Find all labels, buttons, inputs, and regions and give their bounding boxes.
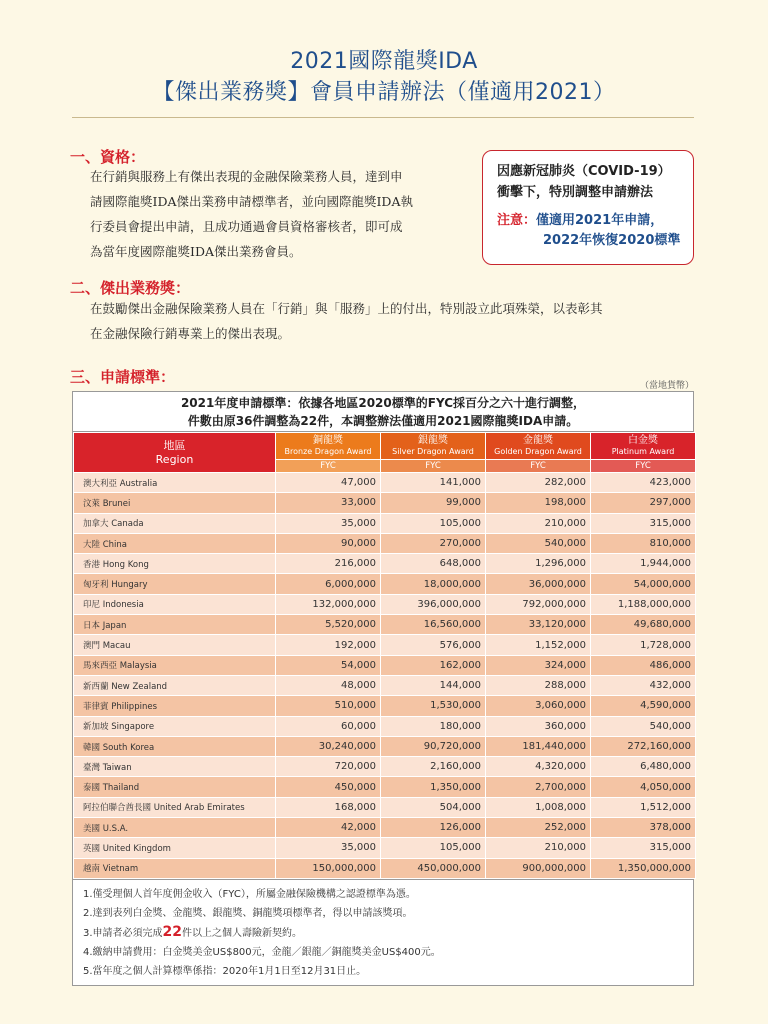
standards-table xyxy=(72,391,694,986)
gold-value-cell: 3,060,000 xyxy=(486,696,591,716)
award-table xyxy=(73,432,696,879)
platinum-value-cell: 297,000 xyxy=(591,493,696,513)
bronze-value-cell: 30,240,000 xyxy=(276,736,381,756)
platinum-value-cell: 272,160,000 xyxy=(591,736,696,756)
gold-value-cell: 900,000,000 xyxy=(486,858,591,878)
gold-value-cell: 4,320,000 xyxy=(486,757,591,777)
section-1-line: 為當年度國際龍獎IDA傑出業務會員。 xyxy=(90,244,302,259)
region-cell: 臺灣 Taiwan xyxy=(74,757,276,777)
region-cell: 泰國 Thailand xyxy=(74,777,276,797)
notice-line-1: 因應新冠肺炎（COVID-19） xyxy=(497,164,671,179)
silver-value-cell: 1,530,000 xyxy=(381,696,486,716)
platinum-value-cell: 6,480,000 xyxy=(591,757,696,777)
section-1-line: 在行銷與服務上有傑出表現的金融保險業務人員，達到申 xyxy=(90,169,403,184)
platinum-value-cell: 423,000 xyxy=(591,473,696,493)
section-2-text xyxy=(90,296,603,346)
table-row xyxy=(74,716,696,736)
bronze-value-cell: 510,000 xyxy=(276,696,381,716)
platinum-value-cell: 486,000 xyxy=(591,655,696,675)
note-2: 2.達到表列白金獎、金龍獎、銀龍獎、銅龍獎項標準者，得以申請該獎項。 xyxy=(83,907,413,919)
table-row xyxy=(74,574,696,594)
region-cell: 英國 United Kingdom xyxy=(74,838,276,858)
silver-value-cell: 141,000 xyxy=(381,473,486,493)
award-name-en: Bronze Dragon Award xyxy=(284,447,372,456)
title-line-1: 2021國際龍獎IDA xyxy=(290,49,478,74)
award-name-zh: 銅龍獎 xyxy=(313,435,343,446)
table-row xyxy=(74,473,696,493)
platinum-value-cell: 1,188,000,000 xyxy=(591,594,696,614)
gold-value-cell: 282,000 xyxy=(486,473,591,493)
platinum-value-cell: 315,000 xyxy=(591,838,696,858)
award-name-en: Golden Dragon Award xyxy=(494,447,582,456)
bronze-value-cell: 48,000 xyxy=(276,675,381,695)
silver-value-cell: 450,000,000 xyxy=(381,858,486,878)
region-cell: 澳門 Macau xyxy=(74,635,276,655)
silver-value-cell: 2,160,000 xyxy=(381,757,486,777)
gold-award-header xyxy=(486,433,591,460)
table-row xyxy=(74,594,696,614)
notice-line-3-text: 僅適用2021年申請， xyxy=(536,213,664,228)
gold-value-cell: 360,000 xyxy=(486,716,591,736)
silver-value-cell: 270,000 xyxy=(381,533,486,553)
bronze-value-cell: 47,000 xyxy=(276,473,381,493)
gold-value-cell: 288,000 xyxy=(486,675,591,695)
notice-line-2: 衝擊下，特別調整申請辦法 xyxy=(497,185,654,200)
region-cell: 匈牙利 Hungary xyxy=(74,574,276,594)
note-3-count: 22 xyxy=(162,923,183,940)
note-3 xyxy=(83,923,683,943)
region-header xyxy=(74,433,276,473)
gold-value-cell: 792,000,000 xyxy=(486,594,591,614)
table-row xyxy=(74,818,696,838)
silver-value-cell: 90,720,000 xyxy=(381,736,486,756)
silver-award-header xyxy=(381,433,486,460)
section-1-text xyxy=(90,164,413,264)
gold-value-cell: 324,000 xyxy=(486,655,591,675)
notice-warn-label: 注意： xyxy=(497,213,537,228)
gold-value-cell: 210,000 xyxy=(486,838,591,858)
award-name-en: Silver Dragon Award xyxy=(392,447,474,456)
platinum-value-cell: 1,944,000 xyxy=(591,554,696,574)
silver-value-cell: 648,000 xyxy=(381,554,486,574)
gold-value-cell: 540,000 xyxy=(486,533,591,553)
silver-value-cell: 180,000 xyxy=(381,716,486,736)
title-line-2: 【傑出業務獎】會員申請辦法（僅適用2021） xyxy=(152,80,616,105)
page-title xyxy=(0,46,768,108)
table-row xyxy=(74,615,696,635)
silver-value-cell: 16,560,000 xyxy=(381,615,486,635)
region-cell: 美國 U.S.A. xyxy=(74,818,276,838)
region-cell: 新加坡 Singapore xyxy=(74,716,276,736)
table-row xyxy=(74,635,696,655)
platinum-value-cell: 810,000 xyxy=(591,533,696,553)
gold-value-cell: 33,120,000 xyxy=(486,615,591,635)
bronze-value-cell: 35,000 xyxy=(276,838,381,858)
section-2-heading: 二、傑出業務獎： xyxy=(70,279,191,297)
table-row xyxy=(74,736,696,756)
platinum-value-cell: 4,050,000 xyxy=(591,777,696,797)
award-name-zh: 白金獎 xyxy=(628,435,658,446)
bronze-value-cell: 33,000 xyxy=(276,493,381,513)
platinum-value-cell: 49,680,000 xyxy=(591,615,696,635)
table-title xyxy=(73,392,693,432)
bronze-value-cell: 132,000,000 xyxy=(276,594,381,614)
bronze-value-cell: 54,000 xyxy=(276,655,381,675)
bronze-value-cell: 90,000 xyxy=(276,533,381,553)
bronze-value-cell: 42,000 xyxy=(276,818,381,838)
award-name-en: Platinum Award xyxy=(611,447,675,456)
note-1: 1.僅受理個人首年度佣金收入（FYC），所屬金融保險機構之認證標準為憑。 xyxy=(83,888,416,900)
table-title-line-1: 2021年度申請標準：依據各地區2020標準的FYC採百分之六十進行調整， xyxy=(180,396,586,410)
table-title-line-2: 件數由原36件調整為22件，本調整辦法僅適用2021國際龍獎IDA申請。 xyxy=(187,414,579,428)
table-row xyxy=(74,757,696,777)
table-row xyxy=(74,554,696,574)
gold-value-cell: 181,440,000 xyxy=(486,736,591,756)
currency-unit-note: （當地貨幣） xyxy=(640,381,695,391)
silver-value-cell: 126,000 xyxy=(381,818,486,838)
bronze-value-cell: 192,000 xyxy=(276,635,381,655)
section-3-heading: 三、申請標準： xyxy=(70,368,176,386)
table-row xyxy=(74,513,696,533)
silver-value-cell: 18,000,000 xyxy=(381,574,486,594)
gold-value-cell: 1,008,000 xyxy=(486,797,591,817)
region-cell: 澳大利亞 Australia xyxy=(74,473,276,493)
platinum-value-cell: 4,590,000 xyxy=(591,696,696,716)
platinum-value-cell: 54,000,000 xyxy=(591,574,696,594)
notes xyxy=(73,879,693,985)
award-name-zh: 銀龍獎 xyxy=(418,435,448,446)
gold-value-cell: 210,000 xyxy=(486,513,591,533)
fyc-header: FYC xyxy=(591,460,696,473)
region-cell: 香港 Hong Kong xyxy=(74,554,276,574)
bronze-value-cell: 216,000 xyxy=(276,554,381,574)
region-cell: 新西蘭 New Zealand xyxy=(74,675,276,695)
region-cell: 加拿大 Canada xyxy=(74,513,276,533)
section-2-line: 在金融保險行銷專業上的傑出表現。 xyxy=(90,326,291,341)
bronze-value-cell: 150,000,000 xyxy=(276,858,381,878)
section-1-heading: 一、資格： xyxy=(70,148,146,166)
table-row xyxy=(74,675,696,695)
platinum-value-cell: 378,000 xyxy=(591,818,696,838)
table-row xyxy=(74,858,696,878)
table-row xyxy=(74,696,696,716)
platinum-value-cell: 540,000 xyxy=(591,716,696,736)
bronze-value-cell: 35,000 xyxy=(276,513,381,533)
platinum-value-cell: 432,000 xyxy=(591,675,696,695)
gold-value-cell: 1,152,000 xyxy=(486,635,591,655)
table-row xyxy=(74,797,696,817)
gold-value-cell: 198,000 xyxy=(486,493,591,513)
platinum-value-cell: 1,350,000,000 xyxy=(591,858,696,878)
gold-value-cell: 1,296,000 xyxy=(486,554,591,574)
table-row xyxy=(74,838,696,858)
award-name-zh: 金龍獎 xyxy=(523,435,553,446)
silver-value-cell: 396,000,000 xyxy=(381,594,486,614)
fyc-header: FYC xyxy=(381,460,486,473)
silver-value-cell: 576,000 xyxy=(381,635,486,655)
bronze-value-cell: 450,000 xyxy=(276,777,381,797)
gold-value-cell: 36,000,000 xyxy=(486,574,591,594)
gold-value-cell: 252,000 xyxy=(486,818,591,838)
silver-value-cell: 1,350,000 xyxy=(381,777,486,797)
region-cell: 大陸 China xyxy=(74,533,276,553)
fyc-header: FYC xyxy=(276,460,381,473)
region-cell: 汶萊 Brunei xyxy=(74,493,276,513)
silver-value-cell: 105,000 xyxy=(381,838,486,858)
platinum-value-cell: 1,728,000 xyxy=(591,635,696,655)
region-cell: 阿拉伯聯合酋長國 United Arab Emirates xyxy=(74,797,276,817)
bronze-value-cell: 168,000 xyxy=(276,797,381,817)
platinum-value-cell: 1,512,000 xyxy=(591,797,696,817)
note-5: 5.當年度之個人計算標準係指：2020年1月1日至12月31日止。 xyxy=(83,965,367,977)
region-cell: 印尼 Indonesia xyxy=(74,594,276,614)
section-2-line: 在鼓勵傑出金融保險業務人員在「行銷」與「服務」上的付出，特別設立此項殊榮，以表彰其 xyxy=(90,301,603,316)
fyc-header: FYC xyxy=(486,460,591,473)
region-header-zh: 地區 xyxy=(163,438,186,452)
region-cell: 日本 Japan xyxy=(74,615,276,635)
silver-value-cell: 504,000 xyxy=(381,797,486,817)
region-cell: 菲律賓 Philippines xyxy=(74,696,276,716)
region-cell: 馬來西亞 Malaysia xyxy=(74,655,276,675)
gold-value-cell: 2,700,000 xyxy=(486,777,591,797)
table-row xyxy=(74,533,696,553)
platinum-award-header xyxy=(591,433,696,460)
silver-value-cell: 144,000 xyxy=(381,675,486,695)
section-1-line: 行委員會提出申請，且成功通過會員資格審核者，即可成 xyxy=(90,219,403,234)
region-header-en: Region xyxy=(155,452,194,466)
notice-line-3 xyxy=(497,211,685,231)
bronze-value-cell: 60,000 xyxy=(276,716,381,736)
bronze-value-cell: 5,520,000 xyxy=(276,615,381,635)
silver-value-cell: 105,000 xyxy=(381,513,486,533)
region-cell: 越南 Vietnam xyxy=(74,858,276,878)
silver-value-cell: 162,000 xyxy=(381,655,486,675)
bronze-value-cell: 6,000,000 xyxy=(276,574,381,594)
table-body xyxy=(74,473,696,879)
covid-notice-box xyxy=(482,150,694,265)
table-row xyxy=(74,493,696,513)
section-1-line: 請國際龍獎IDA傑出業務申請標準者，並向國際龍獎IDA執 xyxy=(90,194,413,209)
note-3-post: 件以上之個人壽險新契約。 xyxy=(182,927,303,939)
table-row xyxy=(74,655,696,675)
silver-value-cell: 99,000 xyxy=(381,493,486,513)
notice-line-4: 2022年恢復2020標準 xyxy=(543,233,681,248)
note-4: 4.繳納申請費用：白金獎美金US$800元，金龍／銀龍／銅龍獎美金US$400元。 xyxy=(83,946,441,958)
title-divider xyxy=(72,117,694,118)
bronze-value-cell: 720,000 xyxy=(276,757,381,777)
region-cell: 韓國 South Korea xyxy=(74,736,276,756)
bronze-award-header xyxy=(276,433,381,460)
platinum-value-cell: 315,000 xyxy=(591,513,696,533)
note-3-pre: 3.申請者必須完成 xyxy=(83,927,163,939)
table-row xyxy=(74,777,696,797)
